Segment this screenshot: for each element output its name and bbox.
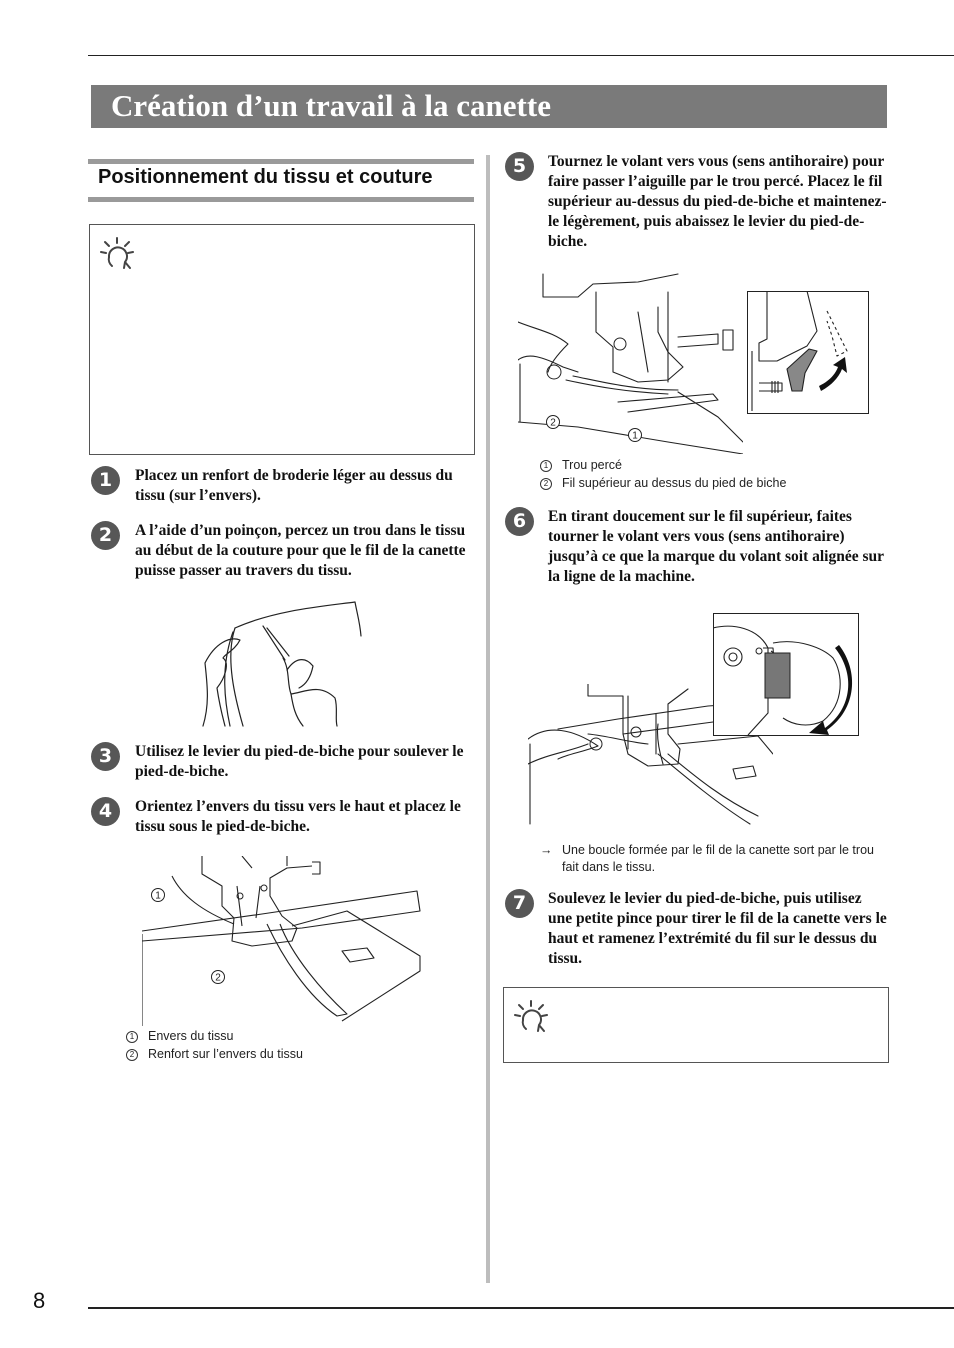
caption-number: 1: [540, 460, 552, 472]
step-1-text: Placez un renfort de broderie léger au dessus du tissu (sur l’envers).: [135, 467, 453, 504]
step-6-text: En tirant doucement sur le fil supérieur, faites tourner le volant vers vous (sens antihoraire) jusqu’à ce que la marque du volant soit alignée sur la ligne de la machine.: [548, 508, 884, 585]
callout-1: 1: [155, 890, 161, 902]
section-title: Positionnement du tissu et couture: [98, 166, 433, 188]
page-title: Création d’un travail à la canette: [111, 88, 551, 123]
illustration-inset-handwheel: [713, 613, 859, 736]
caption-number: 1: [126, 1031, 138, 1043]
caption-item: [540, 476, 786, 490]
illustration-inset-lever: [747, 291, 869, 414]
caption-text: Trou percé: [562, 458, 622, 472]
step-3-text: Utilisez le levier du pied-de-biche pour soulever le pied-de-biche.: [135, 743, 464, 780]
step-number-badge: 1: [91, 466, 120, 495]
callout-1: 1: [632, 430, 638, 442]
illustration-fabric-under-foot: [142, 856, 422, 1026]
caption-number: 2: [126, 1049, 138, 1061]
footer-rule: [88, 1307, 954, 1309]
section-heading-rule-top: [88, 159, 474, 164]
step-number-badge: 3: [91, 742, 120, 771]
result-text: Une boucle formée par le fil de la canette sort par le trou fait dans le tissu.: [562, 843, 874, 874]
page-title-bar: [91, 85, 887, 128]
caption-text: Fil supérieur au dessus du pied de biche: [562, 476, 787, 490]
callout-2: 2: [550, 417, 556, 429]
step-4-text: Orientez l’envers du tissu vers le haut et placez le tissu sous le pied-de-biche.: [135, 798, 461, 835]
caption-number: 2: [540, 478, 552, 490]
section-heading-rule-bottom: [88, 197, 474, 202]
step-5-text: Tournez le volant vers vous (sens antihoraire) pour faire passer l’aiguille par le trou percé. Placez le fil supérieur au-dessus du pied-de-biche et maintenez-le légèrement, puis abaissez le levier du pied-de-biche.: [548, 153, 887, 250]
caption-item: [126, 1029, 233, 1043]
step-number-badge: 6: [505, 507, 534, 536]
note-box: [503, 987, 889, 1063]
page-number: 8: [33, 1288, 46, 1313]
note-lightbulb-icon: [100, 236, 134, 276]
step-number-badge: 2: [91, 521, 120, 550]
caption-item: [126, 1047, 303, 1061]
step-7-text: Soulevez le levier du pied-de-biche, puis utilisez une petite pince pour tirer le fil de la canette vers le haut et ramenez l’extrémité du fil sur le dessus du tissu.: [548, 890, 887, 967]
step-number-badge: 5: [505, 152, 534, 181]
header-rule: [88, 55, 954, 56]
note-box: [89, 224, 475, 455]
callout-2: 2: [215, 972, 221, 984]
illustration-piercing-fabric: [195, 598, 370, 728]
step-6-result: [540, 842, 888, 876]
step-number-badge: 4: [91, 797, 120, 826]
note-lightbulb-icon: [514, 999, 548, 1039]
caption-text: Envers du tissu: [148, 1029, 234, 1043]
caption-item: [540, 458, 622, 472]
step-number-badge: 7: [505, 889, 534, 918]
arrow-right-icon: →: [540, 843, 553, 857]
step-2-text: A l’aide d’un poinçon, percez un trou dans le tissu au début de la couture pour que le fil de la canette puisse passer au travers du tissu.: [135, 522, 466, 579]
illustration-needle-hole: [518, 272, 743, 454]
caption-text: Renfort sur l’envers du tissu: [148, 1047, 303, 1061]
column-divider: [486, 155, 490, 1283]
